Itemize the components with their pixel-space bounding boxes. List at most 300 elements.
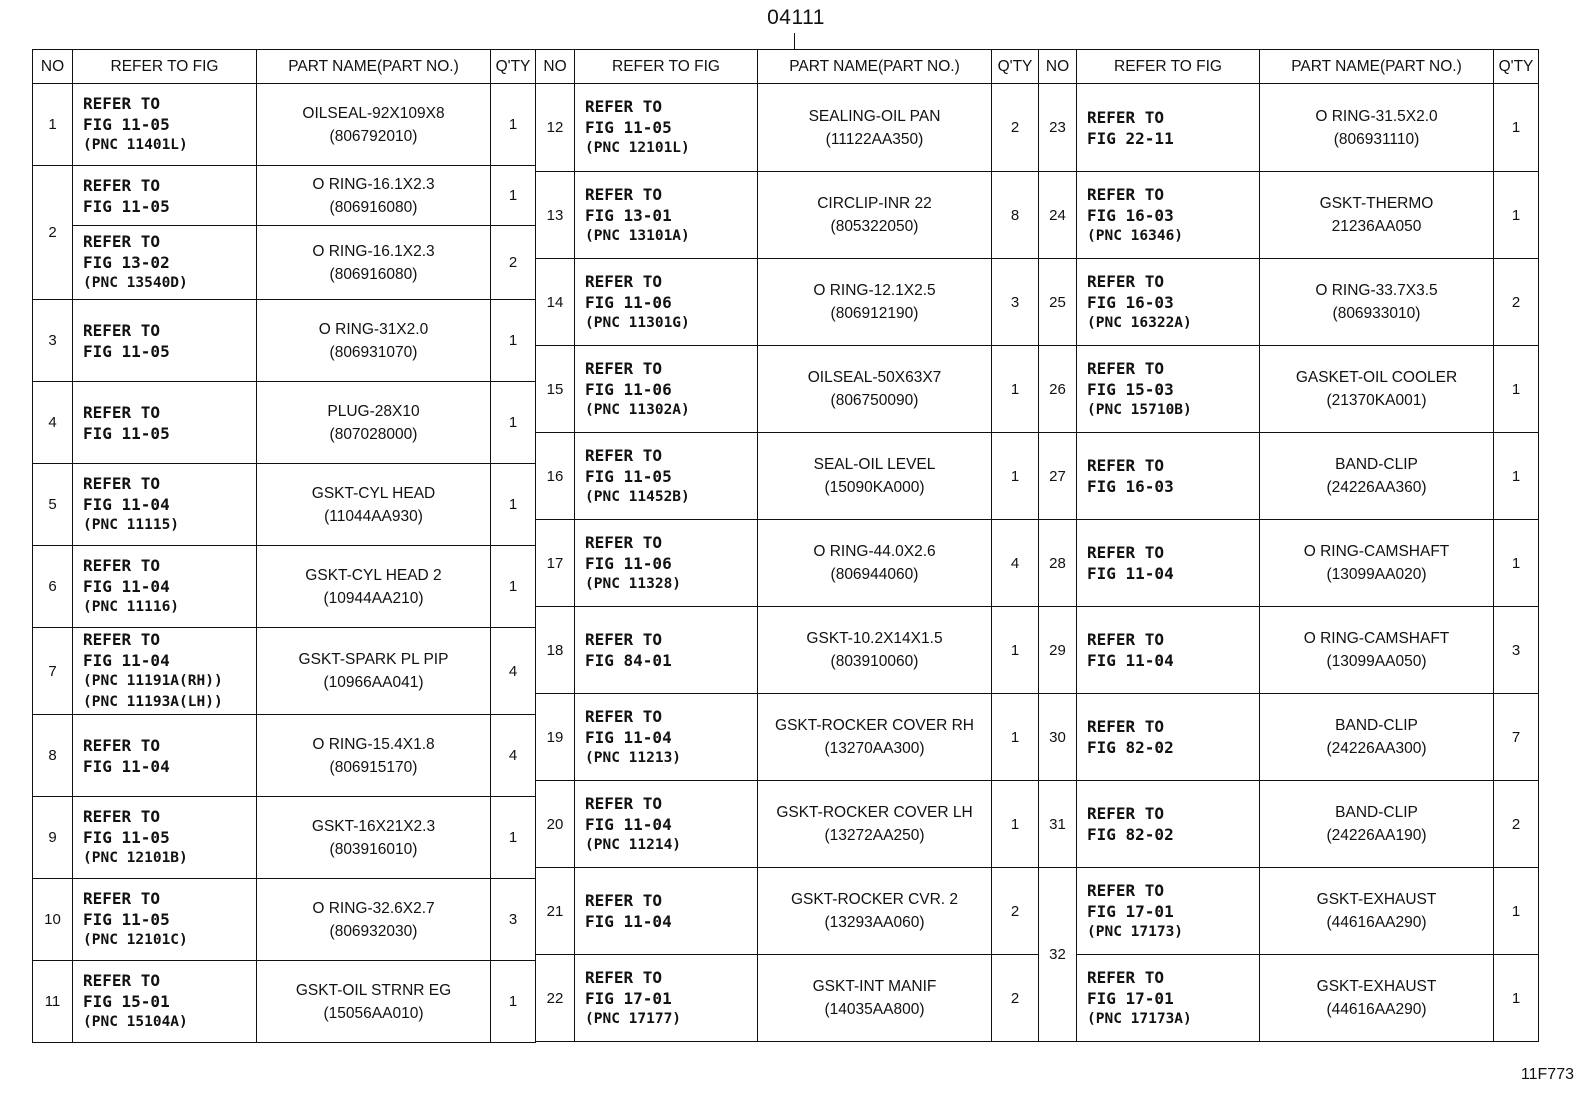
part-cell [257,226,491,300]
table-row [1039,868,1539,955]
refer-to-fig-cell [575,433,758,520]
part-number: (44616AA290) [1326,914,1427,931]
table-row [536,607,1039,694]
item-number: 21 [536,868,575,955]
figure-reference: FIG 11-05 [83,828,170,847]
table-row [33,226,536,300]
part-number: (13293AA060) [824,914,925,931]
refer-to-label: REFER TO [83,474,161,493]
table-row [536,259,1039,346]
pnc-reference: (PNC 15710B) [1087,401,1192,418]
refer-to-label: REFER TO [1087,271,1165,291]
refer-to-label: REFER TO [1087,804,1165,823]
item-number: 9 [33,797,73,879]
part-cell [758,955,992,1042]
figure-reference: FIG 11-06 [585,553,672,573]
table-row [536,955,1039,1042]
refer-to-fig-cell [73,628,257,715]
refer-to-label: REFER TO [585,891,663,910]
part-number: (11122AA350) [825,130,924,148]
kit-number: 04111 [767,6,825,29]
part-cell [758,172,992,259]
table-row [1039,781,1539,868]
part-number: (13099AA020) [1326,566,1427,583]
figure-reference: FIG 13-02 [83,253,170,272]
part-number: (13272AA250) [824,827,925,844]
figure-reference: FIG 11-06 [585,292,672,312]
figure-reference: FIG 22-11 [1087,128,1174,148]
refer-to-label: REFER TO [585,532,663,552]
pnc-reference: (PNC 11328) [585,575,682,592]
refer-to-fig-cell [575,520,758,607]
header-refer-to-fig: REFER TO FIG [1077,50,1260,84]
part-name: BAND-CLIP [1335,717,1418,734]
part-cell [1260,172,1494,259]
pnc-reference: (PNC 17177) [585,1010,682,1027]
item-number: 32 [1039,868,1077,1042]
part-cell [1260,84,1494,172]
refer-to-fig-cell [1077,346,1260,433]
refer-to-fig-cell [1077,781,1260,868]
part-number: (806750090) [830,392,919,409]
part-name: GSKT-SPARK PL PIP [298,651,449,668]
header-qty: Q'TY [491,50,536,84]
header-refer-to-fig: REFER TO FIG [575,50,758,84]
quantity: 2 [992,955,1039,1042]
part-cell [257,166,491,226]
refer-to-fig-cell [73,300,257,382]
table-row [33,879,536,961]
table-row [536,868,1039,955]
table-row [1039,520,1539,607]
part-name: GSKT-16X21X2.3 [311,817,436,835]
table-row [1039,172,1539,259]
refer-to-fig-cell [1077,433,1260,520]
part-cell [1260,259,1494,346]
part-name: O RING-CAMSHAFT [1303,543,1450,560]
refer-to-label: REFER TO [1087,880,1165,900]
figure-reference: FIG 11-05 [83,196,170,216]
refer-to-label: REFER TO [83,971,161,990]
parts-table-right [1038,49,1539,1042]
pnc-reference: (PNC 11115) [83,517,180,533]
figure-reference: FIG 11-05 [83,910,170,929]
header-qty: Q'TY [1494,50,1539,84]
quantity: 7 [1494,694,1539,781]
quantity: 2 [1494,259,1539,346]
pnc-reference: (PNC 15104A) [83,1014,188,1030]
refer-to-fig-cell [73,464,257,546]
illustration-code: 11F773 [1520,1066,1574,1083]
part-cell [257,797,491,879]
part-name: GSKT-EXHAUST [1316,978,1437,995]
refer-to-label: REFER TO [83,807,161,826]
part-cell [1260,781,1494,868]
part-cell [257,464,491,546]
refer-to-fig-cell [575,259,758,346]
item-number: 30 [1039,694,1077,781]
part-number: (806932030) [329,922,418,940]
part-number: (806792010) [329,127,418,145]
refer-to-label: REFER TO [1087,107,1165,127]
quantity: 4 [992,520,1039,607]
quantity: 1 [992,781,1039,868]
pnc-reference: (PNC 12101C) [83,932,188,948]
quantity: 2 [992,868,1039,955]
refer-to-label: REFER TO [585,630,663,649]
part-name: CIRCLIP-INR 22 [817,195,932,212]
figure-reference: FIG 11-05 [83,423,170,443]
refer-to-fig-cell [73,166,257,226]
pnc-reference: (PNC 13540D) [83,275,188,291]
refer-to-label: REFER TO [585,184,663,204]
figure-reference: FIG 17-01 [1087,901,1174,921]
header-no: NO [1039,50,1077,84]
refer-to-label: REFER TO [83,630,161,649]
figure-reference: FIG 13-01 [585,205,672,225]
part-name: O RING-16.1X2.3 [312,242,435,260]
pnc-reference: (PNC 16322A) [1087,314,1192,331]
figure-reference: FIG 11-05 [83,115,170,134]
quantity: 4 [491,715,536,797]
part-cell [758,433,992,520]
table-row [1039,607,1539,694]
part-number: (10966AA041) [323,674,424,691]
refer-to-fig-cell [1077,607,1260,694]
refer-to-fig-cell [1077,694,1260,781]
part-number: (24226AA300) [1326,740,1427,757]
refer-to-fig-cell [73,382,257,464]
part-number: (803916010) [329,840,418,858]
header-part-name: PART NAME(PART NO.) [257,50,491,84]
quantity: 8 [992,172,1039,259]
quantity: 1 [1494,955,1539,1042]
part-cell [257,628,491,715]
part-number: (806944060) [830,566,919,583]
part-name: O RING-12.1X2.5 [813,282,936,299]
part-cell [1260,433,1494,520]
item-number: 7 [33,628,73,715]
refer-to-fig-cell [1077,868,1260,955]
pnc-reference: (PNC 11452B) [585,488,690,505]
refer-to-fig-cell [73,961,257,1043]
part-name: GSKT-THERMO [1319,195,1434,212]
part-cell [257,546,491,628]
refer-to-fig-cell [1077,259,1260,346]
refer-to-label: REFER TO [83,94,161,113]
part-number: (14035AA800) [824,1001,925,1018]
part-cell [758,781,992,868]
part-number: (806933010) [1332,305,1421,322]
table-row [536,520,1039,607]
item-number: 8 [33,715,73,797]
quantity: 1 [992,433,1039,520]
item-number: 31 [1039,781,1077,868]
quantity: 1 [1494,433,1539,520]
refer-to-fig-cell [575,346,758,433]
part-cell [758,346,992,433]
pnc-reference: (PNC 11191A(RH)) [83,673,223,689]
refer-to-label: REFER TO [585,793,663,813]
table-row [536,346,1039,433]
refer-to-fig-cell [73,797,257,879]
quantity: 3 [491,879,536,961]
part-number: (806931070) [329,343,418,361]
quantity: 1 [491,166,536,226]
refer-to-fig-cell [73,715,257,797]
part-name: O RING-44.0X2.6 [813,543,936,560]
figure-reference: FIG 11-04 [585,912,672,931]
figure-reference: FIG 17-01 [585,988,672,1008]
refer-to-fig-cell [1077,955,1260,1042]
refer-to-label: REFER TO [83,232,161,251]
refer-to-fig-cell [575,955,758,1042]
table-row [1039,84,1539,172]
part-cell [1260,955,1494,1042]
part-cell [1260,868,1494,955]
part-name: GSKT-10.2X14X1.5 [806,630,943,647]
item-number: 20 [536,781,575,868]
table-row [33,628,536,715]
table-row [33,84,536,166]
part-number: (13270AA300) [824,740,925,757]
item-number: 5 [33,464,73,546]
part-number: (806915170) [329,758,418,776]
quantity: 3 [992,259,1039,346]
part-number: (44616AA290) [1326,1001,1427,1018]
quantity: 1 [491,300,536,382]
item-number: 28 [1039,520,1077,607]
part-name: OILSEAL-50X63X7 [807,369,942,386]
part-name: OILSEAL-92X109X8 [302,104,445,122]
item-number: 19 [536,694,575,781]
quantity: 2 [992,84,1039,172]
refer-to-fig-cell [575,868,758,955]
figure-reference: FIG 15-01 [83,992,170,1011]
item-number: 25 [1039,259,1077,346]
part-number: 21236AA050 [1331,218,1422,235]
kit-leader-line [794,33,795,49]
item-number: 10 [33,879,73,961]
part-name: O RING-15.4X1.8 [312,735,435,753]
part-cell [758,84,992,172]
figure-reference: FIG 11-04 [83,651,170,670]
figure-reference: FIG 11-05 [83,341,170,361]
quantity: 1 [992,694,1039,781]
refer-to-label: REFER TO [1087,967,1165,987]
refer-to-fig-cell [73,84,257,166]
item-number: 29 [1039,607,1077,694]
header-no: NO [33,50,73,84]
refer-to-label: REFER TO [83,175,161,195]
table-row [1039,433,1539,520]
figure-reference: FIG 82-02 [1087,825,1174,844]
part-name: O RING-32.6X2.7 [312,899,435,917]
quantity: 2 [491,226,536,300]
part-number: (11044AA930) [324,507,423,525]
part-name: PLUG-28X10 [327,402,420,420]
header-part-name: PART NAME(PART NO.) [1260,50,1494,84]
table-row [33,166,536,226]
part-cell [257,715,491,797]
pnc-reference: (PNC 16346) [1087,227,1184,244]
part-cell [758,259,992,346]
table-row [1039,955,1539,1042]
refer-to-label: REFER TO [83,735,161,755]
part-cell [257,300,491,382]
pnc-reference: (PNC 12101B) [83,850,188,866]
figure-reference: FIG 84-01 [585,651,672,670]
part-number: (15056AA010) [323,1004,424,1022]
figure-reference: FIG 11-04 [83,495,170,514]
refer-to-label: REFER TO [83,320,161,340]
part-name: GSKT-EXHAUST [1316,891,1437,908]
item-number: 4 [33,382,73,464]
part-number: (803910060) [830,653,919,670]
table-row [33,300,536,382]
item-number: 15 [536,346,575,433]
refer-to-fig-cell [575,607,758,694]
part-cell [1260,694,1494,781]
item-number: 1 [33,84,73,166]
part-cell [257,879,491,961]
refer-to-label: REFER TO [585,445,663,465]
figure-reference: FIG 11-04 [585,814,672,834]
figure-reference: FIG 11-06 [585,379,672,399]
table-row [536,433,1039,520]
figure-reference: FIG 11-04 [1087,564,1174,583]
item-number: 13 [536,172,575,259]
pnc-reference: (PNC 11116) [83,599,180,615]
figure-reference: FIG 11-04 [83,756,170,776]
figure-reference: FIG 16-03 [1087,292,1174,312]
figure-reference: FIG 11-04 [83,577,170,596]
pnc-reference: (PNC 17173A) [1087,1010,1192,1027]
figure-reference: FIG 11-04 [1087,651,1174,670]
part-name: SEAL-OIL LEVEL [813,456,936,473]
part-number: (13099AA050) [1326,653,1427,670]
table-row [1039,694,1539,781]
table-row [536,781,1039,868]
refer-to-label: REFER TO [585,706,663,726]
part-cell [758,694,992,781]
figure-reference: FIG 11-04 [585,727,672,747]
figure-reference: FIG 17-01 [1087,988,1174,1008]
quantity: 1 [992,607,1039,694]
item-number: 26 [1039,346,1077,433]
quantity: 1 [1494,346,1539,433]
quantity: 1 [491,464,536,546]
item-number: 14 [536,259,575,346]
part-name: GSKT-INT MANIF [812,978,937,995]
figure-reference: FIG 82-02 [1087,738,1174,757]
item-number: 27 [1039,433,1077,520]
item-number: 12 [536,84,575,172]
quantity: 1 [1494,868,1539,955]
quantity: 1 [491,797,536,879]
part-name: GSKT-ROCKER CVR. 2 [790,891,959,908]
quantity: 1 [491,382,536,464]
quantity: 1 [1494,172,1539,259]
quantity: 1 [491,546,536,628]
part-number: (21370KA001) [1326,392,1427,409]
refer-to-label: REFER TO [1087,543,1165,562]
part-name: GSKT-ROCKER COVER LH [776,804,973,821]
part-name: BAND-CLIP [1335,456,1418,473]
quantity: 3 [1494,607,1539,694]
part-cell [758,607,992,694]
part-number: (805322050) [830,218,919,235]
table-row [536,694,1039,781]
refer-to-fig-cell [73,226,257,300]
part-cell [257,84,491,166]
part-number: (10944AA210) [323,589,424,607]
part-number: (806916080) [329,198,418,216]
quantity: 1 [992,346,1039,433]
pnc-reference: (PNC 13101A) [585,227,690,244]
refer-to-label: REFER TO [1087,184,1165,204]
figure-reference: FIG 15-03 [1087,379,1174,399]
refer-to-label: REFER TO [83,402,161,422]
item-number: 3 [33,300,73,382]
part-name: O RING-33.7X3.5 [1315,282,1438,299]
part-number: (807028000) [329,425,418,443]
part-number: (806916080) [329,265,418,283]
refer-to-fig-cell [575,84,758,172]
refer-to-fig-cell [73,546,257,628]
part-name: O RING-16.1X2.3 [312,175,435,193]
refer-to-label: REFER TO [1087,630,1165,649]
table-row [536,84,1039,172]
part-name: O RING-CAMSHAFT [1303,630,1450,647]
table-row [33,382,536,464]
refer-to-label: REFER TO [585,967,663,987]
figure-reference: FIG 16-03 [1087,205,1174,225]
part-number: (24226AA190) [1326,827,1427,844]
pnc-reference: (PNC 11214) [585,836,682,853]
refer-to-fig-cell [575,694,758,781]
part-number: (15090KA000) [824,479,925,496]
refer-to-label: REFER TO [585,271,663,291]
refer-to-label: REFER TO [83,889,161,908]
table-row [33,961,536,1043]
quantity: 4 [491,628,536,715]
refer-to-label: REFER TO [1087,358,1165,378]
item-number: 16 [536,433,575,520]
part-name: SEALING-OIL PAN [808,107,941,125]
item-number: 17 [536,520,575,607]
pnc-reference: (PNC 11401L) [83,137,188,153]
part-number: (806931110) [1333,130,1420,148]
parts-table-left [32,49,536,1043]
table-row [33,546,536,628]
item-number: 2 [33,166,73,300]
quantity: 1 [1494,84,1539,172]
item-number: 6 [33,546,73,628]
part-cell [758,520,992,607]
table-row [33,464,536,546]
pnc-reference: (PNC 11213) [585,749,682,766]
part-name: GSKT-CYL HEAD 2 [305,566,442,584]
part-name: O RING-31.5X2.0 [1315,107,1438,125]
refer-to-fig-cell [1077,172,1260,259]
part-number: (806912190) [830,305,919,322]
figure-reference: FIG 16-03 [1087,477,1174,496]
part-name: GSKT-ROCKER COVER RH [775,717,974,734]
part-name: O RING-31X2.0 [318,320,429,338]
table-row [536,172,1039,259]
header-no: NO [536,50,575,84]
